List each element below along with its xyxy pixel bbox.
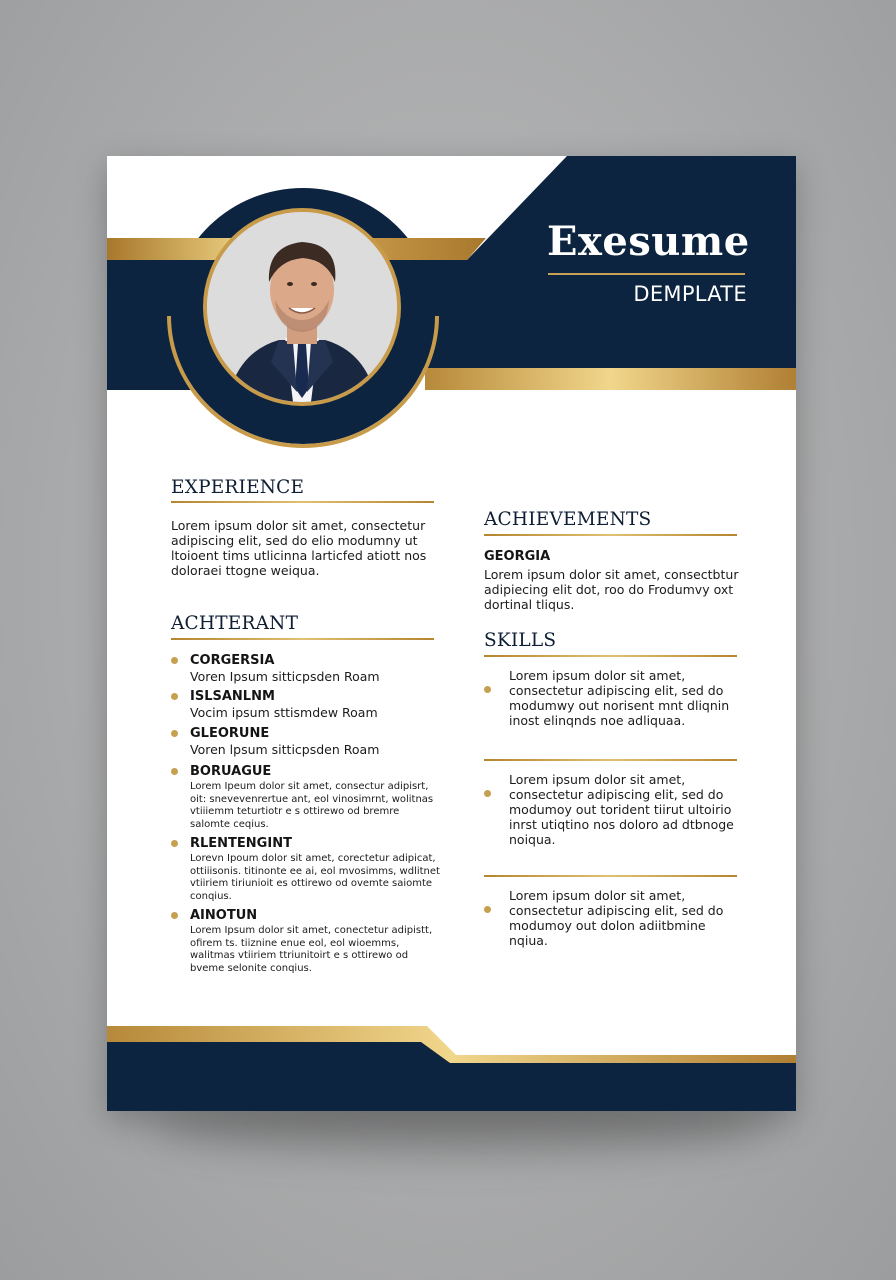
skills-divider [484, 875, 737, 877]
achterant-item-body: Lorevn Ipoum dolor sit amet, corectetur adipicat, ottiiisonis. titinonte ee ai, eol mvosimms, wdlitnet vtiiriem tiriunioit es ottirewo od ovemte saiomte conqius. [190, 853, 440, 902]
profile-photo [203, 208, 401, 406]
achterant-rule [171, 638, 434, 640]
skill-item-body: Lorem ipsum dolor sit amet, consectetur adipiscing elit, sed do modumoy out torident tiirut ultoirio inrst utiqtino nos doloro ad dtbnoge noiqua. [509, 772, 734, 847]
achterant-item-subtitle: Voren lpsum sitticpsden Roam [190, 742, 380, 757]
bullet-dot [484, 790, 491, 797]
achievements-heading: ACHIEVEMENTS [484, 509, 652, 530]
skills-divider [484, 759, 737, 761]
achterant-item [171, 764, 441, 832]
achterant-item-title: BORUAGUE [190, 764, 272, 779]
skill-item [484, 888, 739, 948]
achievements-rule [484, 534, 737, 536]
resume-title: Exesume [547, 218, 750, 265]
achterant-item [171, 726, 441, 758]
bullet-dot [171, 730, 178, 737]
achterant-item-title: RLENTENGINT [190, 836, 292, 851]
bullet-dot [171, 693, 178, 700]
achterant-item-title: CORGERSIA [190, 653, 275, 668]
achterant-item [171, 908, 441, 976]
skill-item-body: Lorem ipsum dolor sit amet, consectetur adipiscing elit, sed do modumoy out dolon adiitbmine nqiua. [509, 888, 724, 948]
achievements-subheading: GEORGIA [484, 549, 551, 564]
skills-rule [484, 655, 737, 657]
achterant-item-subtitle: Voren Ipsum sitticpsden Roam [190, 669, 380, 684]
achterant-item-title: AINOTUN [190, 908, 258, 923]
achterant-item [171, 689, 441, 721]
achterant-item-subtitle: Vocim ipsum sttismdew Roam [190, 705, 378, 720]
bullet-dot [484, 906, 491, 913]
achterant-item [171, 836, 441, 904]
header-gold-stripe-bottom [425, 368, 796, 390]
bullet-dot [171, 768, 178, 775]
bullet-dot [171, 840, 178, 847]
skills-heading: SKILLS [484, 630, 557, 651]
skill-item [484, 772, 739, 847]
skill-item-body: Lorem ipsum dolor sit amet, consectetur adipiscing elit, sed do modumwy out norisent mnt dliqnin inost elinqnds noe adliquaa. [509, 668, 730, 728]
bullet-dot [484, 686, 491, 693]
skill-item [484, 668, 739, 732]
achterant-item-title: ISLSANLNM [190, 689, 275, 704]
bullet-dot [171, 657, 178, 664]
experience-rule [171, 501, 434, 503]
resume-subtitle: DEMPLATE [633, 282, 747, 306]
achievements-body: Lorem ipsum dolor sit amet, consectbtur adipiecing elit dot, roo do Frodumvy oxt dortinal tliqus. [484, 567, 739, 612]
achterant-item-body: Lorem Ipeum dolor sit amet, consectur adipisrt, oit: snevevenrertue ant, eol vinosimrnt, wolitnas vtiiiemm teturtiotr e s ottirewo od bremre salomte ceqius. [190, 781, 434, 830]
achterant-item-title: GLEORUNE [190, 726, 270, 741]
title-underline [548, 273, 745, 275]
achterant-heading: ACHTERANT [171, 613, 299, 634]
achterant-item-body: Lorem Ipsum dolor sit amet, conectetur adipistt, ofirem ts. tiiznine enue eol, eol wioemms, walitmas vtiiriem ttriunitoirt e s ottirewo od bveme selonite conqius. [190, 925, 433, 974]
bullet-dot [171, 912, 178, 919]
experience-body: Lorem ipsum dolor sit amet, consectetur adipiscing elit, sed do elio modumny ut ltoioent tims utlicinna larticfed atiott nos doloraei ttogne weiqua. [171, 518, 427, 578]
experience-heading: EXPERIENCE [171, 477, 305, 498]
resume-sheet [107, 156, 796, 1111]
achterant-item [171, 653, 441, 685]
